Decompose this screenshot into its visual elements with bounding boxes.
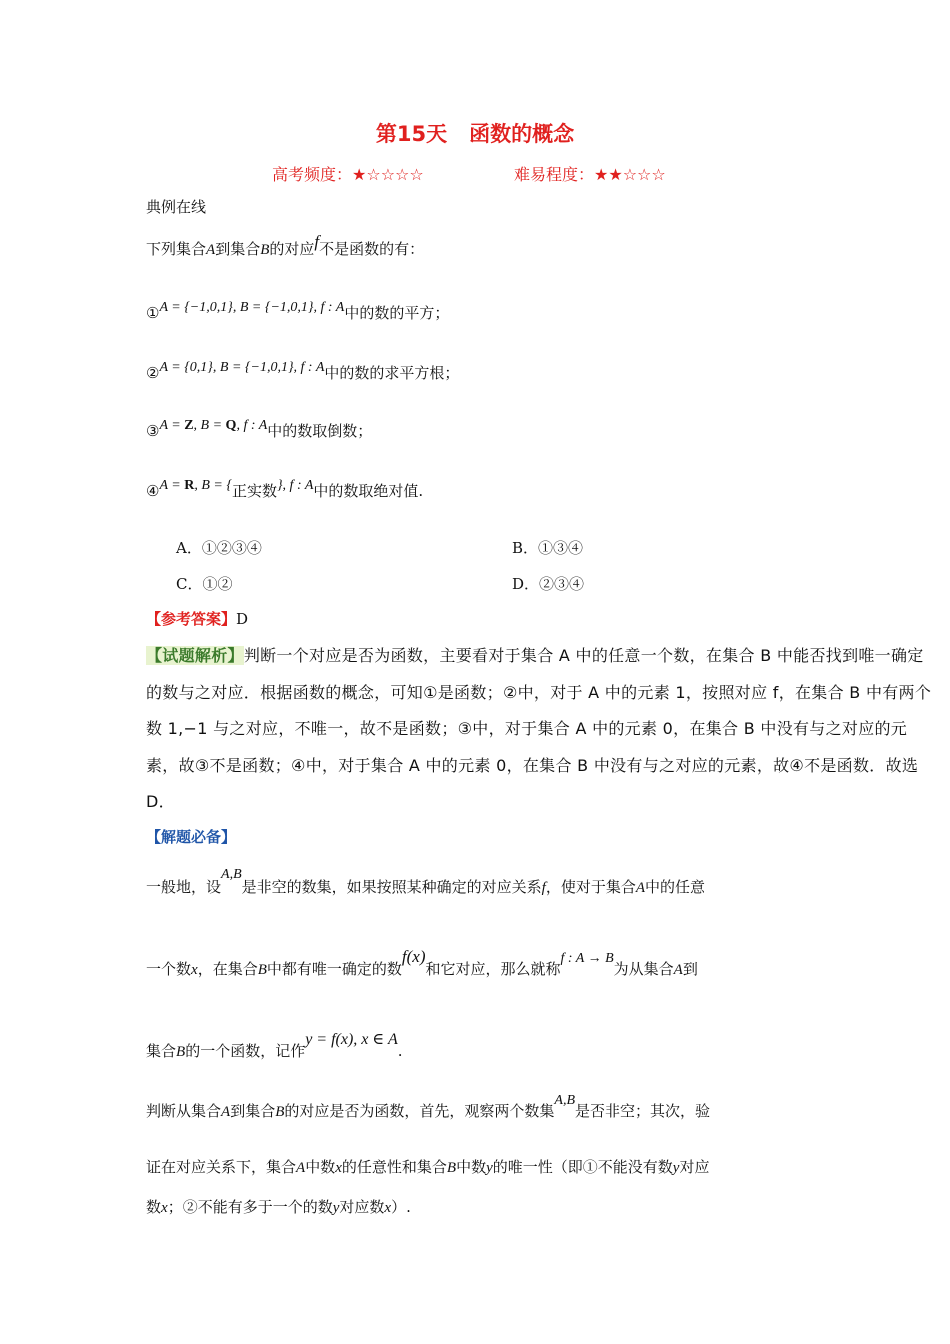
math: y [486, 1160, 493, 1176]
math: B [446, 1160, 457, 1176]
text: 对应 [679, 1158, 710, 1176]
frequency-stars: ★☆☆☆☆ [352, 165, 424, 184]
text: 证在对应关系下，集合 [146, 1158, 297, 1176]
statement-text: 中的数取倒数； [267, 422, 373, 440]
math: f [541, 880, 546, 896]
essentials-heading [146, 826, 236, 847]
math-part: }, f : A [276, 478, 314, 493]
text: 是否非空；其次，验 [575, 1102, 711, 1120]
statement-number: ③ [146, 422, 160, 440]
math: y [672, 1160, 680, 1176]
math: B [176, 1044, 186, 1060]
question-text: 到集合 [215, 240, 261, 258]
math-part: , B = { [194, 478, 232, 493]
math: x [384, 1200, 392, 1216]
math-part: A = [159, 418, 185, 433]
analysis-text: 判断一个对应是否为函数，主要看对于集合 A 中的任意一个数，在集合 B 中能否找到唯一确定的数与之对应．根据函数的概念，可知①是函数；②中，对于 A 中的元素 1，按照对应 f，在集合 B 中有两个数 1,−1 与之对应，不唯一，故不是函数；③中，对于集合 A 中的元素 0，在集合 B 中没有与之对应的元素，故③不是函数；④中，对于集合 A 中的元素 0，在集合 B 中没有与之对应的元素，故④不是函数．故选 D． [146, 646, 932, 811]
page-title [0, 118, 950, 148]
text: 到集合 [230, 1102, 276, 1120]
math: x [335, 1160, 342, 1176]
analysis-label: 【试题解析】 [146, 646, 244, 665]
math: A [635, 880, 645, 896]
integers-symbol: Z [184, 418, 194, 433]
mapping-f: f [314, 232, 320, 251]
essentials-label: 【解题必备】 [146, 828, 237, 846]
text: ；②不能有多于一个的数 [167, 1198, 333, 1216]
statement-text: 中的数的平方； [344, 304, 450, 322]
text: 的对应是否为函数，首先，观察两个数集 [284, 1102, 555, 1120]
text: 对应数 [339, 1198, 385, 1216]
essentials-line-5 [146, 1156, 709, 1177]
text: 中都有唯一确定的数 [266, 960, 402, 978]
text: ，使对于集合 [545, 878, 636, 896]
option-d[interactable]: D．②③④ [512, 575, 585, 593]
title-day: 第15天 [375, 122, 448, 146]
text: 的任意性和集合 [341, 1158, 447, 1176]
text: 是非空的数集，如果按照某种确定的对应关系 [241, 878, 542, 896]
option-a[interactable]: A．①②③④ [176, 539, 262, 557]
question-text: 不是函数的有： [319, 240, 425, 258]
math: y = f(x), x ∈ A [305, 1031, 398, 1048]
math-part: , f : A [236, 418, 268, 433]
text: 和它对应，那么就称 [425, 960, 561, 978]
statement-math [159, 478, 231, 493]
question-stem [146, 232, 425, 259]
text: 数 [146, 1198, 162, 1216]
statement-text: 中的数的求平方根； [324, 364, 460, 382]
essentials-line-6 [146, 1196, 411, 1217]
difficulty-level [514, 162, 666, 185]
difficulty-label: 难易程度： [514, 165, 595, 184]
title-topic: 函数的概念 [469, 122, 575, 146]
statement-math: A = {−1,0,1}, B = {−1,0,1}, f : A [159, 300, 345, 315]
question-text: 下列集合 [146, 240, 207, 258]
frequency-label: 高考频度： [272, 165, 353, 184]
statement-math: A = {0,1}, B = {−1,0,1}, f : A [159, 360, 325, 375]
set-b: B [260, 242, 270, 258]
text: 中的任意 [645, 878, 706, 896]
math: x [191, 962, 198, 978]
math: A [296, 1160, 306, 1176]
statement-1 [146, 302, 449, 323]
statement-number: ② [146, 364, 160, 382]
essentials-line-4 [146, 1093, 711, 1121]
reals-symbol: R [184, 478, 195, 493]
text: 到 [682, 960, 698, 978]
difficulty-stars: ★★☆☆☆ [594, 165, 666, 184]
text: 中数 [305, 1158, 336, 1176]
answer-label: 【参考答案】 [146, 610, 237, 628]
math: f : A → B [560, 951, 614, 966]
math: y [332, 1200, 340, 1216]
text: ，在集合 [197, 960, 258, 978]
option-b[interactable]: B．①③④ [512, 539, 584, 557]
text: 的一个函数，记作 [185, 1042, 306, 1060]
exam-frequency [272, 162, 424, 185]
question-text: 的对应 [269, 240, 315, 258]
text: 的唯一性（即①不能没有数 [492, 1158, 673, 1176]
math: x [161, 1200, 168, 1216]
math: A [673, 962, 683, 978]
essentials-line-3 [146, 1031, 403, 1061]
statement-math [159, 418, 267, 433]
statement-4 [146, 480, 423, 501]
text: . [397, 1042, 403, 1060]
solution-analysis [146, 638, 932, 821]
essentials-line-1 [146, 867, 706, 897]
math: f(x) [401, 947, 426, 966]
math-part: A = [159, 478, 185, 493]
set-a: A [206, 242, 216, 258]
statement-number: ④ [146, 482, 160, 500]
essentials-line-2 [146, 947, 698, 979]
statement-3 [146, 420, 372, 441]
math: A [221, 1104, 231, 1120]
answer-value: D [236, 610, 249, 628]
section-example-heading: 典例在线 [146, 198, 207, 216]
text: ）. [391, 1198, 411, 1216]
math: A,B [554, 1093, 575, 1108]
text: 一个数 [146, 960, 192, 978]
option-c[interactable]: C．①② [176, 575, 233, 593]
math: B [275, 1104, 285, 1120]
rationals-symbol: Q [225, 418, 237, 433]
math: A,B [221, 867, 242, 882]
text: 判断从集合 [146, 1102, 222, 1120]
math: B [257, 962, 267, 978]
positive-reals-text: 正实数 [231, 482, 277, 500]
text: 一般地，设 [146, 878, 222, 896]
text: 集合 [146, 1042, 177, 1060]
statement-text: 中的数取绝对值. [313, 482, 424, 500]
reference-answer [146, 608, 248, 629]
math-part: , B = [193, 418, 226, 433]
statement-number: ① [146, 304, 160, 322]
statement-2 [146, 362, 459, 383]
text: 为从集合 [613, 960, 674, 978]
text: 中数 [456, 1158, 487, 1176]
